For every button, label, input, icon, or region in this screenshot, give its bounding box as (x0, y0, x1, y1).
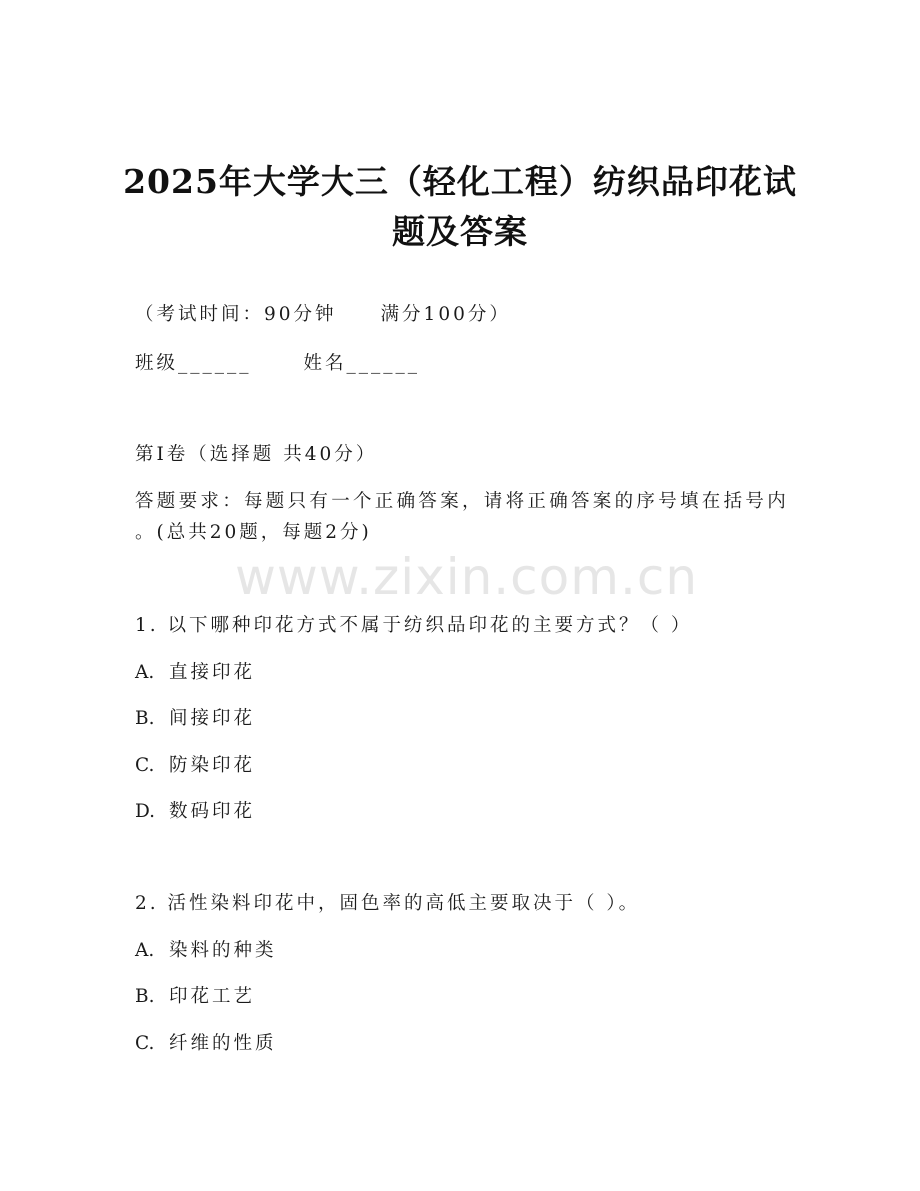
option-text: 印花工艺 (169, 986, 256, 1007)
name-field-label: 姓名______ (303, 353, 421, 374)
option-key: A. (135, 940, 155, 961)
section-heading: 第Ⅰ卷（选择题 共40分） (135, 444, 378, 465)
option-key: D. (135, 801, 156, 822)
question-2-option-a (135, 936, 277, 962)
option-text: 防染印花 (169, 755, 256, 776)
document-title-line-1: 2025年大学大三（轻化工程）纺织品印花试 (123, 162, 797, 201)
option-key: B. (135, 986, 155, 1007)
watermark: www.zixin.com.cn (235, 548, 699, 606)
student-info (135, 349, 420, 375)
question-1-stem: 1. 以下哪种印花方式不属于纺织品印花的主要方式？（ ） (135, 615, 693, 636)
option-key: A. (135, 662, 155, 683)
exam-info (135, 300, 511, 326)
option-key: C. (135, 755, 155, 776)
question-1-option-d (135, 797, 255, 823)
option-text: 数码印花 (169, 801, 256, 822)
question-1-option-c (135, 751, 255, 777)
document-title-line-2: 题及答案 (392, 212, 528, 251)
section-instruction-line-2: 。(总共20题，每题2分) (135, 522, 372, 543)
question-2-option-c (135, 1029, 277, 1055)
option-key: B. (135, 708, 155, 729)
question-1-option-a (135, 658, 255, 684)
class-field-label: 班级______ (135, 353, 252, 374)
question-2-stem: 2. 活性染料印花中，固色率的高低主要取决于（ ）。 (135, 893, 641, 914)
exam-score: 满分100分） (380, 304, 511, 325)
question-2-option-b (135, 982, 255, 1008)
option-text: 纤维的性质 (169, 1033, 277, 1054)
exam-time: （考试时间：90分钟 (135, 304, 337, 325)
option-text: 直接印花 (169, 662, 256, 683)
option-text: 间接印花 (169, 708, 256, 729)
section-instruction-line-1: 答题要求：每题只有一个正确答案，请将正确答案的序号填在括号内 (135, 491, 790, 512)
option-text: 染料的种类 (169, 940, 277, 961)
option-key: C. (135, 1033, 155, 1054)
question-1-option-b (135, 704, 255, 730)
